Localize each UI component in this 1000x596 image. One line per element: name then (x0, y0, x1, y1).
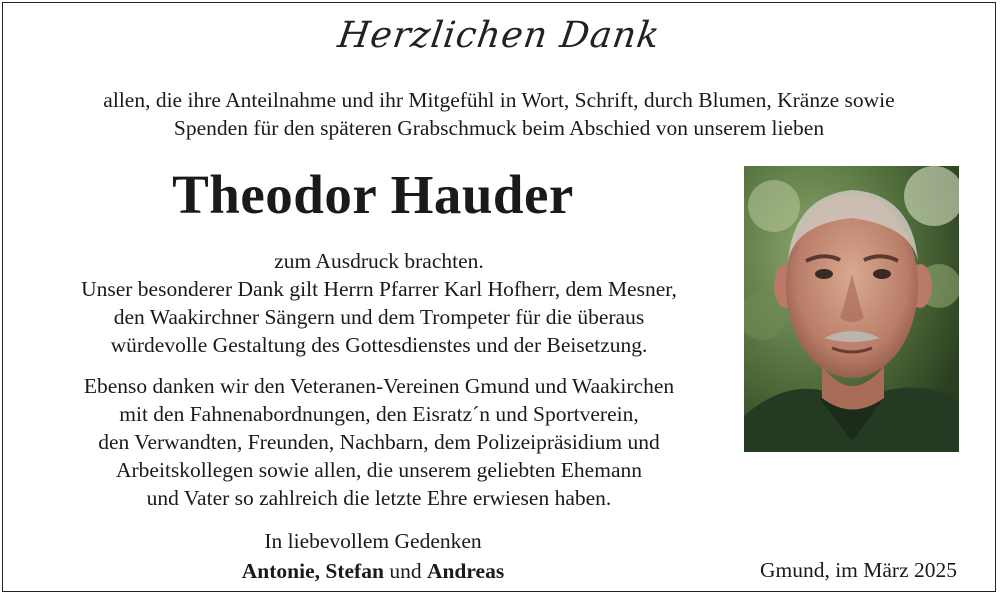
paragraph-line: Unser besonderer Dank gilt Herrn Pfarrer Karl Hofherr, dem Mesner, (81, 277, 677, 301)
mourner-name-2: Andreas (426, 559, 505, 583)
paragraph-line: und Vater so zahlreich die letzte Ehre erwiesen haben. (146, 486, 612, 510)
portrait-photo-icon (744, 166, 959, 452)
mourner-and: und (389, 559, 422, 583)
paragraph-line: Ebenso danken wir den Veteranen-Vereinen Gmund und Waakirchen (83, 374, 675, 398)
paragraph-line: würdevolle Gestaltung des Gottesdienstes und der Beisetzung. (110, 333, 648, 357)
thanks-others-paragraph (23, 372, 735, 512)
thanks-priest-paragraph (23, 275, 735, 359)
paragraph-line: den Waakirchner Sängern und dem Trompeter für die überaus (113, 305, 645, 329)
place-date: Gmund, im März 2025 (759, 558, 957, 582)
paragraph-line: den Verwandten, Freunden, Nachbarn, dem Polizeipräsidium und (98, 430, 660, 454)
paragraph-line: mit den Fahnenabordnungen, den Eisratz´n und Sportverein, (119, 402, 639, 426)
closing-block (163, 526, 583, 586)
heading-script: Herzlichen Dank (335, 15, 663, 56)
intro-line: Spenden für den späteren Grabschmuck beim Abschied von unserem lieben (173, 116, 825, 140)
deceased-name: Theodor Hauder (172, 164, 574, 225)
paragraph-line: Arbeitskollegen sowie allen, die unserem geliebten Ehemann (116, 458, 642, 482)
mourner-name-1: Antonie, Stefan (241, 559, 384, 583)
mourners-names (163, 556, 583, 586)
intro-text (23, 86, 975, 142)
intro-line: allen, die ihre Anteilnahme und ihr Mitgefühl in Wort, Schrift, durch Blumen, Kränze sowie (103, 88, 895, 112)
closing-line: In liebevollem Gedenken (264, 529, 482, 553)
expressed-line: zum Ausdruck brachten. (274, 249, 484, 273)
